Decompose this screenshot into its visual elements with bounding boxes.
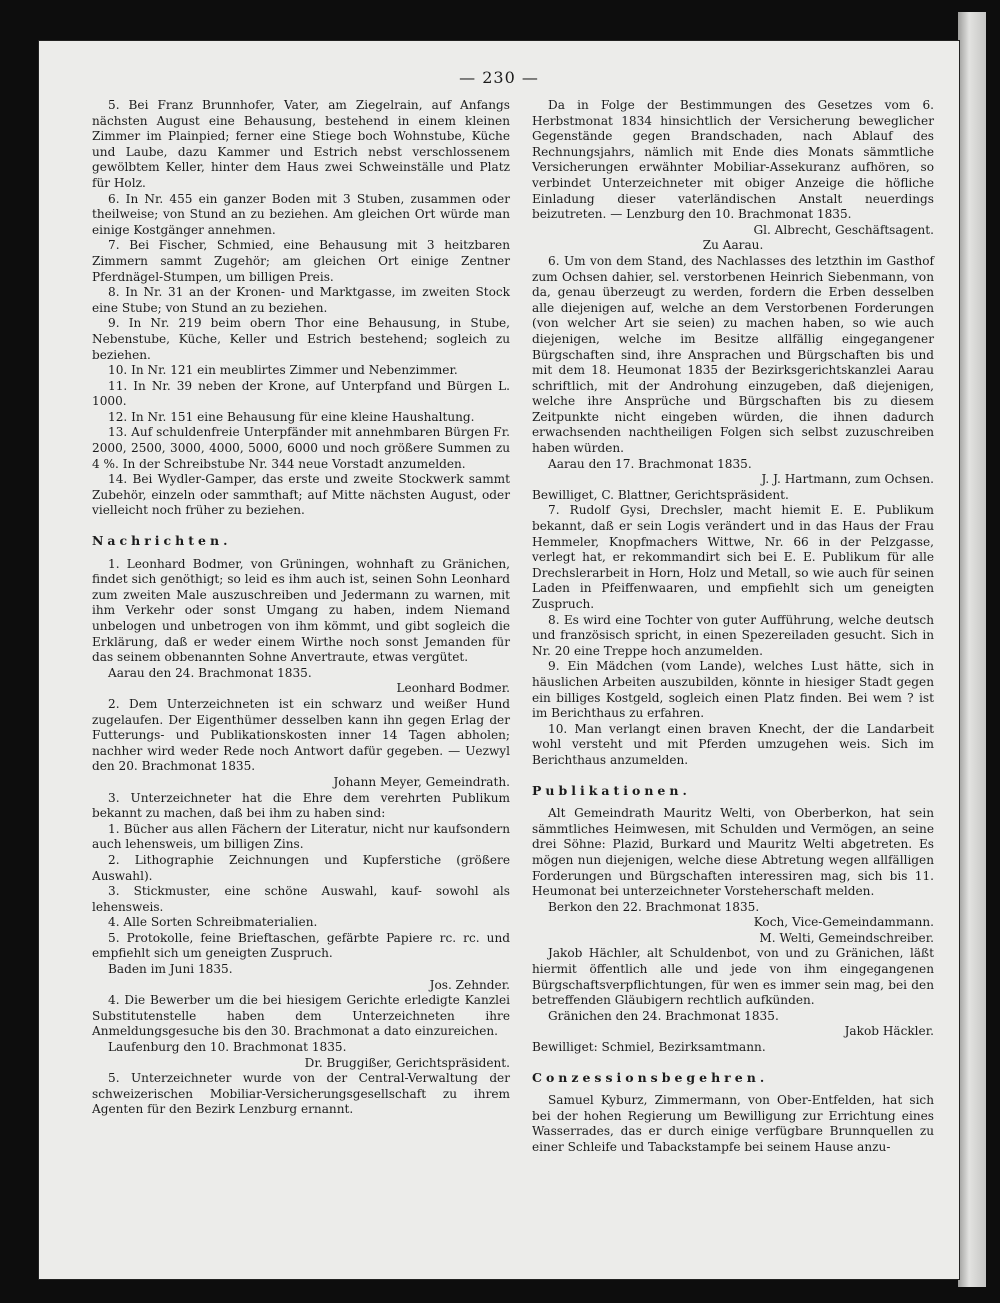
notice-6-date: Aarau den 17. Brachmonat 1835. [548,456,752,471]
listing-12: 12. In Nr. 151 eine Behausung für eine kleine Haushaltung. [108,409,475,424]
notice-2-signature: Johann Meyer, Gemeindrath. [333,774,510,789]
publication-1-signature-1: Koch, Vice-Gemeindammann. [753,915,934,930]
publication-2-approval: Bewilliget: Schmiel, Bezirksamtmann. [532,1040,766,1055]
notice-1: 1. Leonhard Bodmer, von Grüningen, wohnhaft zu Gränichen, findet sich genöthigt; so leid es ihm auch ist, seinen Sohn Leonhard zum zweiten Male auszuschreiben und Jedermann zu warnen, mit ihm Verkehr oder sonst Umgang zu haben, indem Niemand unbelogen und unbetrogen von ihm kömmt, und gibt sogleich die Erklärung, daß er weder einem Wirthe noch sonst Jemanden für das seinem obbenannten Sohne Anvertraute, etwas vergütet. [92,556,510,665]
notice-3-item-3: 3. Stickmuster, eine schöne Auswahl, kauf- sowohl als lehensweis. [92,884,510,914]
insurance-notice: Da in Folge der Bestimmungen des Gesetzes vom 6. Herbstmonat 1834 hinsichtlich der Versicherung beweglicher Gegenstände gegen Brandschaden, nach Ablauf des Rechnungsjahrs, nämlich mit Ende dies Monats sämmtliche Versicherungen erwähnter Mobiliar-Assekuranz aufhören, so verbindet Unterzeichneter mit obiger Anzeige die höfliche Einladung dieser vaterländischen Anstalt neuerdings beizutreten. — Lenzburg den 10. Brachmonat 1835. [532,98,934,222]
newspaper-page [38,40,960,1280]
concession-1: Samuel Kyburz, Zimmermann, von Ober-Entfelden, hat sich bei der hohen Regierung um Bewilligung zur Errichtung eines Wasserrades, das er durch einige verfügbare Brunnquellen zu einer Schleife und Tabackstampfe bei seinem Hause anzu- [532,1093,934,1154]
section-heading-nachrichten: Nachrichten. [92,533,232,549]
notice-6-approval: Bewilliget, C. Blattner, Gerichtspräsident. [532,487,789,502]
location-heading: Zu Aarau. [702,238,764,253]
publication-2: Jakob Hächler, alt Schuldenbot, von und zu Gränichen, läßt hiermit öffentlich alle und jede von ihm eingegangenen Bürgschaftsverpflichtungen, für wen es immer sein mag, bei den betreffenden Gläubigern rechtlich aufkünden. [532,946,934,1008]
publication-1: Alt Gemeindrath Mauritz Welti, von Oberberkon, hat sein sämmtliches Heimwesen, mit Schulden und Vermögen, an seine drei Söhne: Plazid, Burkard und Mauritz Welti abgetreten. Es mögen nun diejenigen, welche diese Abtretung wegen allfälligen Forderungen und Bürgschaften interessiren mag, sich bis 11. Heumonat bei unterzeichneter Vorsteherschaft melden. [532,806,934,899]
notice-6-signature: J. J. Hartmann, zum Ochsen. [761,472,934,487]
section-heading-konzession: Conzessionsbegehren. [532,1069,769,1085]
notice-3-item-1: 1. Bücher aus allen Fächern der Literatur, nicht nur kaufsondern auch lehensweis, um billigen Zins. [92,821,510,852]
publication-2-signature: Jakob Häckler. [844,1024,934,1039]
notice-1-date: Aarau den 24. Brachmonat 1835. [108,665,312,680]
insurance-notice-signature: Gl. Albrecht, Geschäftsagent. [753,222,934,237]
notice-4-date: Laufenburg den 10. Brachmonat 1835. [108,1040,347,1055]
notice-1-signature: Leonhard Bodmer. [396,681,510,696]
notice-9: 9. Ein Mädchen (vom Lande), welches Lust hätte, sich in häuslichen Arbeiten auszubilden, könnte in hiesiger Stadt gegen ein billiges Kostgeld, sogleich einen Platz finden. Bei wem ? ist im Berichthaus zu erfahren. [532,659,934,721]
notice-3-item-2: 2. Lithographie Zeichnungen und Kupferstiche (größere Auswahl). [92,852,510,883]
page-number: — 230 — [459,68,539,87]
listing-14: 14. Bei Wydler-Gamper, das erste und zweite Stockwerk sammt Zubehör, einzeln oder sammthaft; auf Mitte nächsten August, oder vielleicht noch früher zu beziehen. [92,472,510,518]
notice-3: 3. Unterzeichneter hat die Ehre dem verehrten Publikum bekannt zu machen, daß bei ihm zu haben sind: [92,790,510,821]
publication-2-date: Gränichen den 24. Brachmonat 1835. [548,1008,779,1023]
section-heading-publikationen: Publikationen. [532,782,691,798]
listing-13: 13. Auf schuldenfreie Unterpfänder mit annehmbaren Bürgen Fr. 2000, 2500, 3000, 4000, 5000, 6000 und noch größere Summen zu 4 %. In der Schreibstube Nr. 344 neue Vorstadt anzumelden. [92,425,510,471]
notice-8: 8. Es wird eine Tochter von guter Aufführung, welche deutsch und französisch spricht, in einen Spezereiladen gesucht. Sich in Nr. 20 eine Treppe hoch anzumelden. [532,612,934,658]
listing-9: 9. In Nr. 219 beim obern Thor eine Behausung, in Stube, Nebenstube, Küche, Keller und Estrich bestehend; sogleich zu beziehen. [92,316,510,362]
notice-5: 5. Unterzeichneter wurde von der Central-Verwaltung der schweizerischen Mobiliar-Versicherungsgesellschaft zu ihrem Agenten für den Bezirk Lenzburg ernannt. [92,1071,510,1117]
notice-10: 10. Man verlangt einen braven Knecht, der die Landarbeit wohl versteht und mit Pferden umzugehen weis. Sich im Berichthaus anzumelden. [532,721,934,767]
notice-4: 4. Die Bewerber um die bei hiesigem Gerichte erledigte Kanzlei Substitutenstelle haben dem Unterzeichneten ihre Anmeldungsgesuche bis den 30. Brachmonat a dato einzureichen. [92,993,510,1039]
notice-3-signature: Jos. Zehnder. [429,977,510,992]
listing-5: 5. Bei Franz Brunnhofer, Vater, am Ziegelrain, auf Anfangs nächsten August eine Behausung, bestehend in einem kleinen Zimmer im Plainpied; ferner eine Stiege boch Wohnstube, Küche und Laube, dazu Kammer und Estrich nebst verschlossenem gewölbtem Keller, hinter dem Haus zwei Schweinställe und Platz für Holz. [92,98,510,190]
page-edge [958,12,986,1287]
listing-8: 8. In Nr. 31 an der Kronen- und Marktgasse, im zweiten Stock eine Stube; von Stund an zu beziehen. [92,285,510,315]
publication-1-signature-2: M. Welti, Gemeindschreiber. [759,930,934,945]
listing-10: 10. In Nr. 121 ein meublirtes Zimmer und Nebenzimmer. [108,363,458,378]
listing-7: 7. Bei Fischer, Schmied, eine Behausung mit 3 heitzbaren Zimmern sammt Zugehör; am gleichen Ort einige Zentner Pferdnägel-Stumpen, um billigen Preis. [92,238,510,284]
listing-11: 11. In Nr. 39 neben der Krone, auf Unterpfand und Bürgen L. 1000. [92,378,510,409]
notice-7: 7. Rudolf Gysi, Drechsler, macht hiemit E. E. Publikum bekannt, daß er sein Logis verändert und in das Haus der Frau Hemmeler, Knopfmachers Wittwe, Nr. 66 in der Pelzgasse, verlegt hat, er rekommandirt sich bei E. E. Publikum für alle Drechslerarbeit in Horn, Holz und Metall, so wie auch für seinen Laden in Pfeiffenwaaren, und empfiehlt sich um geneigten Zuspruch. [532,503,934,611]
notice-3-date: Baden im Juni 1835. [108,962,233,977]
notice-2: 2. Dem Unterzeichneten ist ein schwarz und weißer Hund zugelaufen. Der Eigenthümer desselben kann ihn gegen Erlag der Futterungs- und Publikationskosten inner 14 Tagen abholen; nachher wird weder Rede noch Antwort dafür gegeben. — Uezwyl den 20. Brachmonat 1835. [92,696,510,774]
right-column [532,98,934,1156]
notice-3-item-4: 4. Alle Sorten Schreibmaterialien. [108,915,318,930]
left-column [92,98,510,1118]
notice-4-signature: Dr. Bruggißer, Gerichtspräsident. [304,1055,510,1070]
notice-6: 6. Um von dem Stand, des Nachlasses des letzthin im Gasthof zum Ochsen dahier, sel. verstorbenen Heinrich Siebenmann, von da, genau überzeugt zu werden, fordern die Erben desselben alle diejenigen auf, welche an dem Verstorbenen Forderungen (von welcher Art sie seien) zu machen haben, so wie auch diejenigen, welche im Besitze allfällig eingegangener Bürgschaften sind, ihre Ansprachen und Bürgschaften bis und mit dem 18. Heumonat 1835 der Bezirksgerichtskanzlei Aarau schriftlich, mit der Androhung einzugeben, daß diejenigen, welche ihre Ansprüche und Bürgschaften bis zu diesem Zeitpunkte nicht eingeben würden, die ihnen dadurch erwachsenden nachtheiligen Folgen sich selbst zuzuschreiben haben würden. [532,253,934,456]
listing-6: 6. In Nr. 455 ein ganzer Boden mit 3 Stuben, zusammen oder theilweise; von Stund an zu beziehen. Am gleichen Ort würde man einige Kostgänger annehmen. [92,191,510,237]
publication-1-date: Berkon den 22. Brachmonat 1835. [548,899,760,914]
notice-3-item-5: 5. Protokolle, feine Brieftaschen, gefärbte Papiere rc. rc. und empfiehlt sich um geneigten Zuspruch. [92,930,510,961]
